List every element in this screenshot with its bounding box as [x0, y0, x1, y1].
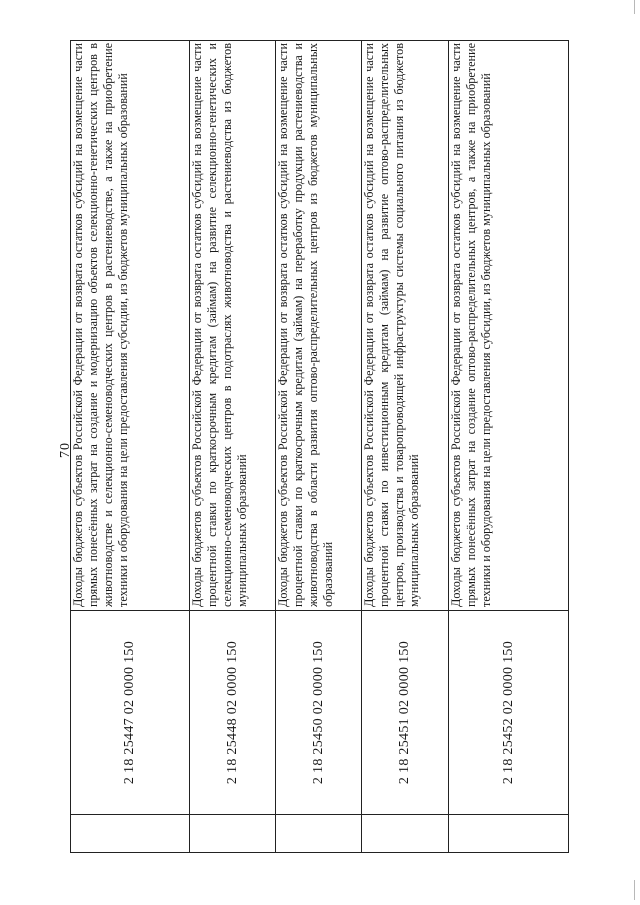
budget-code-cell: 2 18 25447 02 0000 150 — [71, 611, 190, 815]
description-cell: Доходы бюджетов субъектов Российской Федерации от возврата остатков субсидий на возмещение части процентной ставки по краткосрочным кредитам (займам) на развитие селекционно-генетических и селекционно-семеноводческих центров в подотраслях животноводства и растениеводства из бюджетов муниципальных образований — [190, 41, 276, 611]
table-row — [362, 41, 449, 853]
table-row — [190, 41, 276, 853]
budget-code-table — [70, 40, 569, 853]
blank-cell — [190, 815, 276, 853]
blank-cell — [71, 815, 190, 853]
budget-code-cell: 2 18 25452 02 0000 150 — [449, 611, 569, 815]
description-cell: Доходы бюджетов субъектов Российской Федерации от возврата остатков субсидий на возмещение части процентной ставки по инвестиционным кредитам (займам) на развитие оптово-распределительных центров, производства и товаропроводящей инфраструктуры системы социального питания из бюджетов муниципальных образований — [362, 41, 449, 611]
budget-code-cell: 2 18 25451 02 0000 150 — [362, 611, 449, 815]
description-cell: Доходы бюджетов субъектов Российской Федерации от возврата остатков субсидий на возмещение части прямых понесённых затрат на создание оптово-распределительных центров, а также на приобретение техники и оборудования на цели предоставления субсидии, из бюджетов муниципальных образований — [449, 41, 569, 611]
table-row — [71, 41, 190, 853]
scan-edge-mark — [634, 0, 635, 14]
description-cell: Доходы бюджетов субъектов Российской Федерации от возврата остатков субсидий на возмещение части прямых понесённых затрат на создание и модернизацию объектов селекционно-генетических центров в животноводстве и селекционно-семеноводческих центров в растениеводстве, а также на приобретение техники и оборудования на цели предоставления субсидии, из бюджетов муниципальных образований — [71, 41, 190, 611]
table-row — [276, 41, 362, 853]
budget-code-cell: 2 18 25448 02 0000 150 — [190, 611, 276, 815]
page-number: 70 — [58, 442, 73, 458]
blank-cell — [449, 815, 569, 853]
blank-cell — [362, 815, 449, 853]
table-row — [449, 41, 569, 853]
scan-edge-mark — [634, 880, 635, 900]
budget-code-cell: 2 18 25450 02 0000 150 — [276, 611, 362, 815]
blank-cell — [276, 815, 362, 853]
description-cell: Доходы бюджетов субъектов Российской Федерации от возврата остатков субсидий на возмещение части процентной ставки по краткосрочным кредитам (займам) на переработку продукции растениеводства и животноводства в области развития оптово-распределительных центров из бюджетов муниципальных образований — [276, 41, 362, 611]
